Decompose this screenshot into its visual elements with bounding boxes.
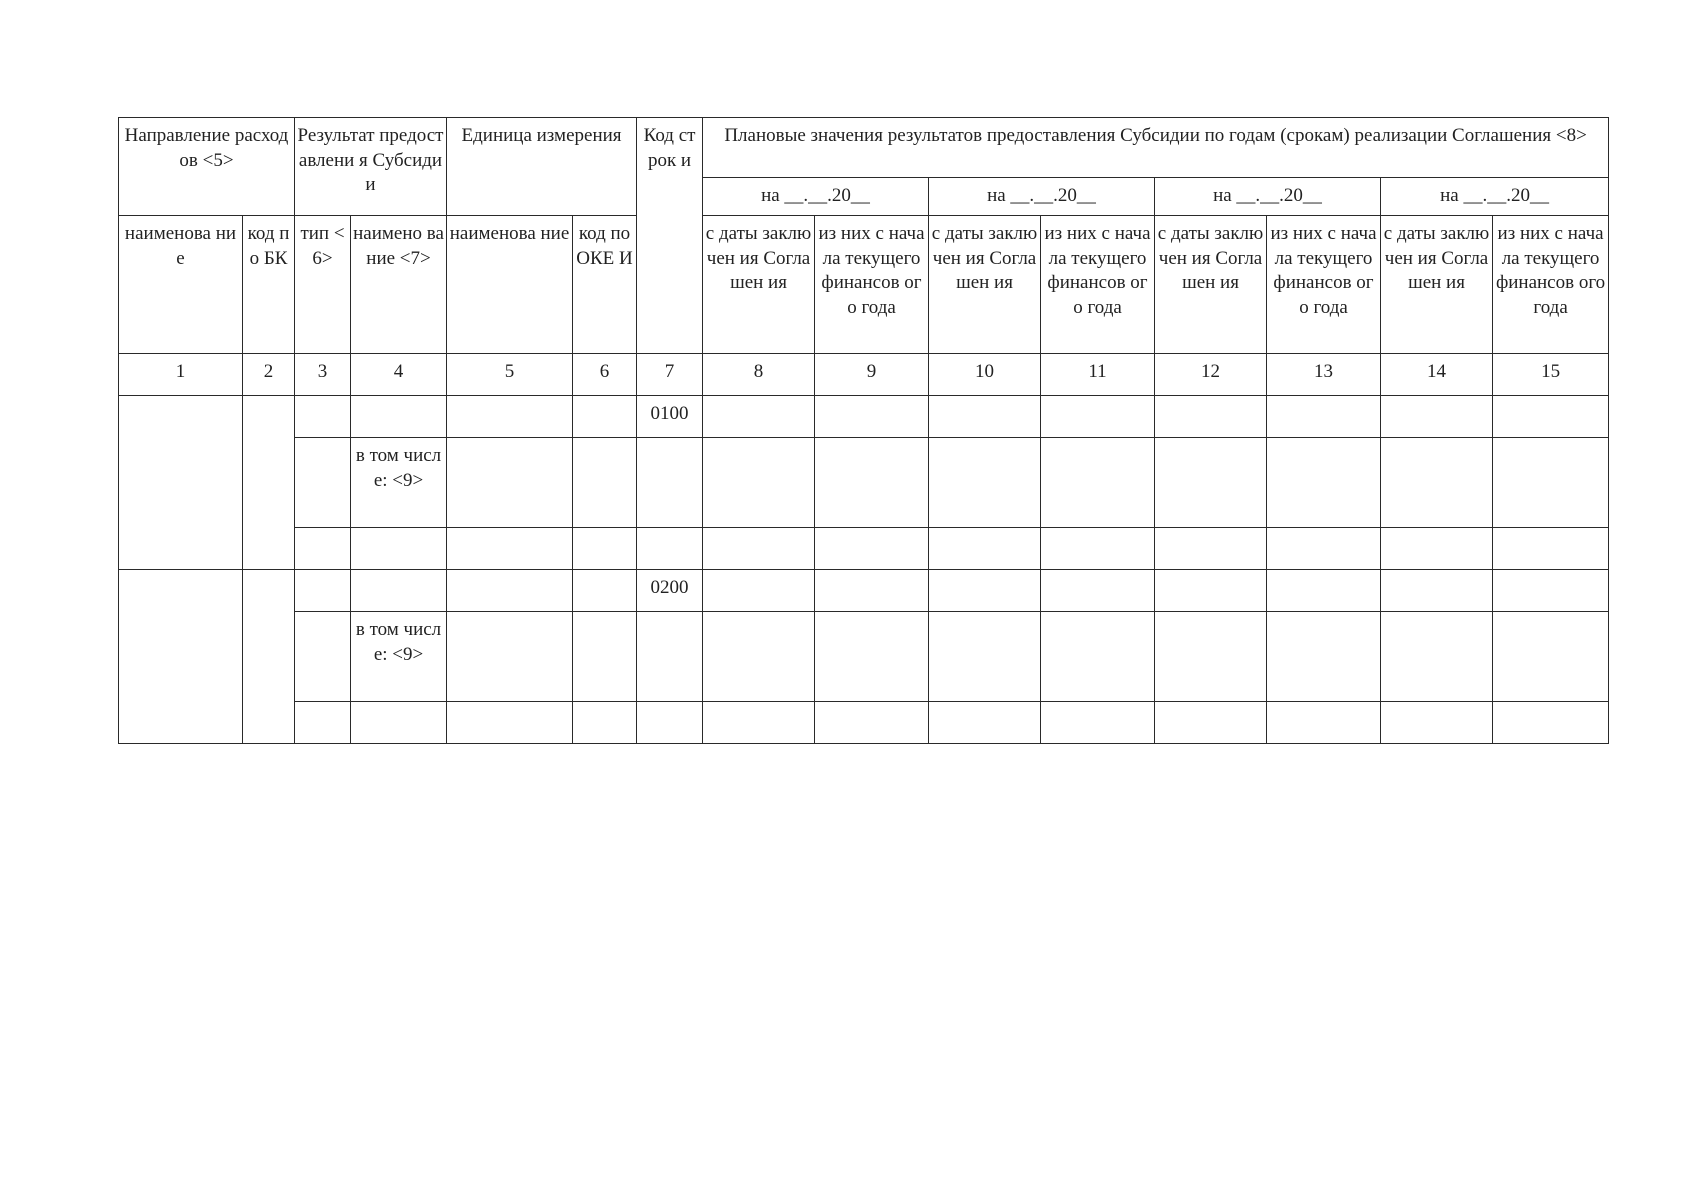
column-number: 12 — [1155, 354, 1267, 396]
cell-result-name — [351, 702, 447, 744]
subheader-from-date: с даты заключен ия Соглашен ия — [1155, 216, 1267, 354]
cell-value — [1041, 702, 1155, 744]
cell-result-name — [351, 396, 447, 438]
header-planned-values: Плановые значения результатов предоставления Субсидии по годам (срокам) реализации Соглашения <8> — [703, 118, 1609, 178]
cell-type — [295, 396, 351, 438]
column-number: 8 — [703, 354, 815, 396]
cell-value — [1267, 396, 1381, 438]
subheader-unit-name: наименова ние — [447, 216, 573, 354]
cell-value — [1267, 528, 1381, 570]
table-row — [119, 702, 1609, 744]
header-period: на __.__.20__ — [1381, 178, 1609, 216]
cell-row-code — [637, 438, 703, 528]
cell-value — [1381, 570, 1493, 612]
cell-okei-code — [573, 528, 637, 570]
header-subsidy-result: Результат предоставлени я Субсидии — [295, 118, 447, 216]
cell-value — [1267, 570, 1381, 612]
subheader-result-name: наимено вание <7> — [351, 216, 447, 354]
cell-result-name — [351, 528, 447, 570]
cell-value — [929, 438, 1041, 528]
column-number: 1 — [119, 354, 243, 396]
cell-value — [1041, 612, 1155, 702]
subheader-from-year-start: из них с начала текущего финансов ого года — [1493, 216, 1609, 354]
subheader-bk-code: код по БК — [243, 216, 295, 354]
cell-value — [815, 612, 929, 702]
cell-value — [1041, 438, 1155, 528]
cell-value — [1493, 438, 1609, 528]
cell-value — [1155, 570, 1267, 612]
cell-value — [1041, 396, 1155, 438]
cell-value — [1155, 612, 1267, 702]
cell-value — [703, 396, 815, 438]
subheader-from-year-start: из них с начала текущего финансов ого года — [1267, 216, 1381, 354]
table-row — [119, 396, 1609, 438]
cell-expense-name — [119, 396, 243, 570]
cell-value — [703, 612, 815, 702]
column-number: 13 — [1267, 354, 1381, 396]
table-row — [119, 438, 1609, 528]
table-row — [119, 612, 1609, 702]
cell-result-name — [351, 570, 447, 612]
cell-value — [1267, 438, 1381, 528]
cell-row-code — [637, 612, 703, 702]
cell-expense-name — [119, 570, 243, 744]
cell-okei-code — [573, 570, 637, 612]
column-number: 15 — [1493, 354, 1609, 396]
column-number: 10 — [929, 354, 1041, 396]
cell-value — [1493, 702, 1609, 744]
cell-row-code — [637, 702, 703, 744]
cell-value — [1155, 702, 1267, 744]
cell-okei-code — [573, 612, 637, 702]
cell-unit-name — [447, 438, 573, 528]
cell-value — [1041, 528, 1155, 570]
cell-value — [1267, 702, 1381, 744]
cell-value — [815, 528, 929, 570]
cell-unit-name — [447, 396, 573, 438]
cell-value — [815, 438, 929, 528]
cell-value — [703, 570, 815, 612]
subheader-from-year-start: из них с начала текущего финансов ого года — [1041, 216, 1155, 354]
header-period: на __.__.20__ — [1155, 178, 1381, 216]
column-number: 7 — [637, 354, 703, 396]
column-number: 9 — [815, 354, 929, 396]
subheader-from-date: с даты заключен ия Соглашен ия — [1381, 216, 1493, 354]
cell-value — [703, 528, 815, 570]
column-number: 11 — [1041, 354, 1155, 396]
cell-value — [1155, 396, 1267, 438]
cell-value — [929, 570, 1041, 612]
cell-value — [1493, 396, 1609, 438]
column-number: 14 — [1381, 354, 1493, 396]
cell-value — [929, 702, 1041, 744]
cell-value — [1267, 612, 1381, 702]
cell-value — [1381, 438, 1493, 528]
cell-unit-name — [447, 570, 573, 612]
cell-value — [929, 528, 1041, 570]
cell-value — [929, 612, 1041, 702]
cell-bk-code — [243, 570, 295, 744]
cell-value — [815, 396, 929, 438]
cell-unit-name — [447, 702, 573, 744]
subsidy-results-table — [118, 117, 1609, 744]
header-period: на __.__.20__ — [703, 178, 929, 216]
column-number: 2 — [243, 354, 295, 396]
cell-value — [1381, 612, 1493, 702]
cell-value — [1381, 528, 1493, 570]
column-number: 5 — [447, 354, 573, 396]
cell-type — [295, 612, 351, 702]
header-row-code: Код строк и — [637, 118, 703, 354]
cell-okei-code — [573, 396, 637, 438]
cell-value — [1493, 528, 1609, 570]
column-number: 3 — [295, 354, 351, 396]
header-unit: Единица измерения — [447, 118, 637, 216]
cell-value — [815, 570, 929, 612]
cell-unit-name — [447, 528, 573, 570]
cell-type — [295, 570, 351, 612]
cell-value — [703, 438, 815, 528]
cell-okei-code — [573, 702, 637, 744]
cell-row-code — [637, 528, 703, 570]
table-row — [119, 570, 1609, 612]
subheader-okei-code: код по ОКЕ И — [573, 216, 637, 354]
cell-value — [1493, 570, 1609, 612]
cell-okei-code — [573, 438, 637, 528]
cell-value — [1155, 438, 1267, 528]
cell-value — [703, 702, 815, 744]
cell-value — [1155, 528, 1267, 570]
table-row — [119, 528, 1609, 570]
subheader-from-date: с даты заключен ия Соглашен ия — [929, 216, 1041, 354]
cell-value — [815, 702, 929, 744]
cell-value — [1381, 396, 1493, 438]
cell-including-label: в том числе: <9> — [351, 438, 447, 528]
cell-value — [929, 396, 1041, 438]
cell-value — [1381, 702, 1493, 744]
cell-type — [295, 528, 351, 570]
subheader-from-date: с даты заключен ия Соглашен ия — [703, 216, 815, 354]
cell-row-code: 0200 — [637, 570, 703, 612]
cell-type — [295, 702, 351, 744]
subheader-name: наименова ние — [119, 216, 243, 354]
cell-bk-code — [243, 396, 295, 570]
header-expense-direction: Направление расходов <5> — [119, 118, 295, 216]
column-number: 4 — [351, 354, 447, 396]
header-period: на __.__.20__ — [929, 178, 1155, 216]
cell-value — [1041, 570, 1155, 612]
subheader-type: тип <6> — [295, 216, 351, 354]
cell-row-code: 0100 — [637, 396, 703, 438]
cell-type — [295, 438, 351, 528]
cell-including-label: в том числе: <9> — [351, 612, 447, 702]
cell-value — [1493, 612, 1609, 702]
column-number: 6 — [573, 354, 637, 396]
subheader-from-year-start: из них с начала текущего финансов ого года — [815, 216, 929, 354]
cell-unit-name — [447, 612, 573, 702]
